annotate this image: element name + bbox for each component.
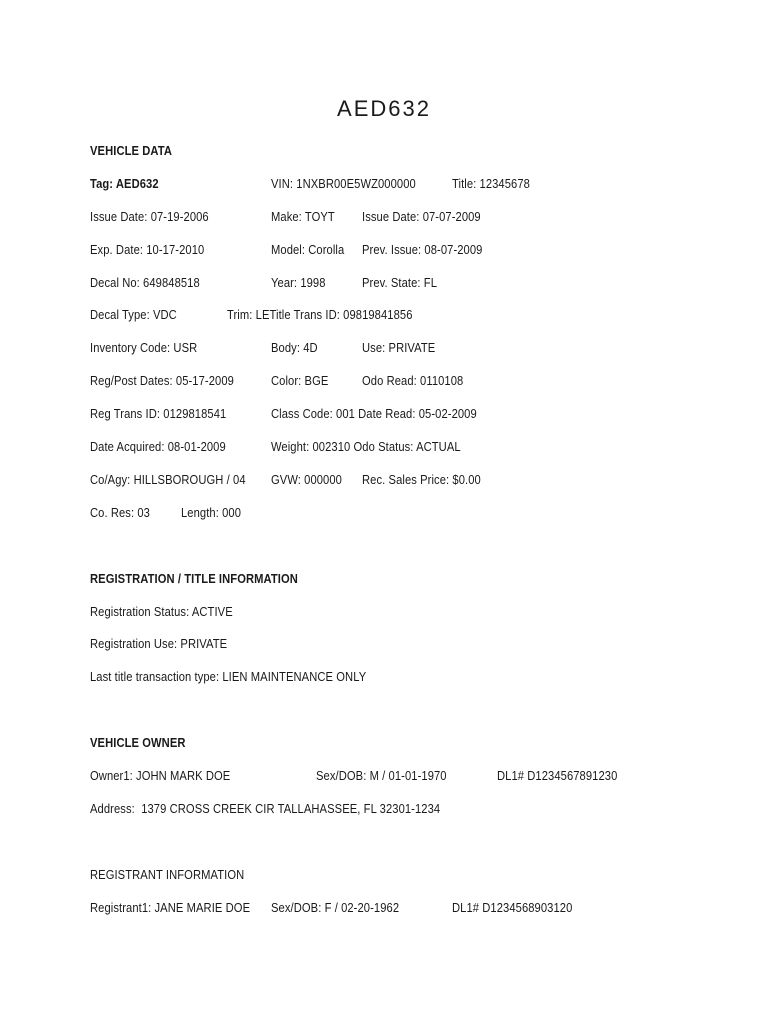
weight-odo-status-field: Weight: 002310 Odo Status: ACTUAL <box>271 439 461 454</box>
color-field: Color: BGE <box>271 373 329 388</box>
title-number-field: Title: 12345678 <box>452 176 530 191</box>
owner-address-field: Address: 1379 CROSS CREEK CIR TALLAHASSEE, FL 32301-1234 <box>90 801 441 816</box>
title-issue-date-field: Issue Date: 07-07-2009 <box>362 209 481 224</box>
class-code-date-read-field: Class Code: 001 Date Read: 05-02-2009 <box>271 406 477 421</box>
tag-field: Tag: AED632 <box>90 176 159 191</box>
registrant1-field: Registrant1: JANE MARIE DOE <box>90 900 251 915</box>
year-field: Year: 1998 <box>271 275 326 290</box>
vin-field: VIN: 1NXBR00E5WZ000000 <box>271 176 416 191</box>
trim-title-trans-field: Trim: LETitle Trans ID: 09819841856 <box>227 307 413 322</box>
rec-sales-price-field: Rec. Sales Price: $0.00 <box>362 472 481 487</box>
owner-dl-field: DL1# D1234567891230 <box>497 768 618 783</box>
odo-read-field: Odo Read: 0110108 <box>362 373 464 388</box>
prev-state-field: Prev. State: FL <box>362 275 438 290</box>
exp-date-field: Exp. Date: 10-17-2010 <box>90 242 205 257</box>
vehicle-data-heading: VEHICLE DATA <box>90 143 172 158</box>
gvw-field: GVW: 000000 <box>271 472 342 487</box>
document-title: AED632 <box>337 96 431 121</box>
registrant-sex-dob-field: Sex/DOB: F / 02-20-1962 <box>271 900 400 915</box>
body-field: Body: 4D <box>271 340 318 355</box>
reg-trans-id-field: Reg Trans ID: 0129818541 <box>90 406 227 421</box>
co-agy-field: Co/Agy: HILLSBOROUGH / 04 <box>90 472 246 487</box>
decal-type-field: Decal Type: VDC <box>90 307 177 322</box>
model-field: Model: Corolla <box>271 242 345 257</box>
owner-sex-dob-field: Sex/DOB: M / 01-01-1970 <box>316 768 447 783</box>
registration-status-field: Registration Status: ACTIVE <box>90 604 233 619</box>
co-res-field: Co. Res: 03 <box>90 505 150 520</box>
prev-issue-field: Prev. Issue: 08-07-2009 <box>362 242 483 257</box>
last-title-transaction-field: Last title transaction type: LIEN MAINTENANCE ONLY <box>90 669 367 684</box>
use-field: Use: PRIVATE <box>362 340 436 355</box>
registration-heading: REGISTRATION / TITLE INFORMATION <box>90 571 298 586</box>
owner1-field: Owner1: JOHN MARK DOE <box>90 768 231 783</box>
make-field: Make: TOYT <box>271 209 335 224</box>
vehicle-owner-heading: VEHICLE OWNER <box>90 735 186 750</box>
decal-no-field: Decal No: 649848518 <box>90 275 200 290</box>
issue-date-field: Issue Date: 07-19-2006 <box>90 209 209 224</box>
date-acquired-field: Date Acquired: 08-01-2009 <box>90 439 226 454</box>
length-field: Length: 000 <box>181 505 242 520</box>
registration-use-field: Registration Use: PRIVATE <box>90 636 228 651</box>
reg-post-dates-field: Reg/Post Dates: 05-17-2009 <box>90 373 234 388</box>
registrant-heading: REGISTRANT INFORMATION <box>90 867 245 882</box>
inventory-code-field: Inventory Code: USR <box>90 340 198 355</box>
registrant-dl-field: DL1# D1234568903120 <box>452 900 573 915</box>
